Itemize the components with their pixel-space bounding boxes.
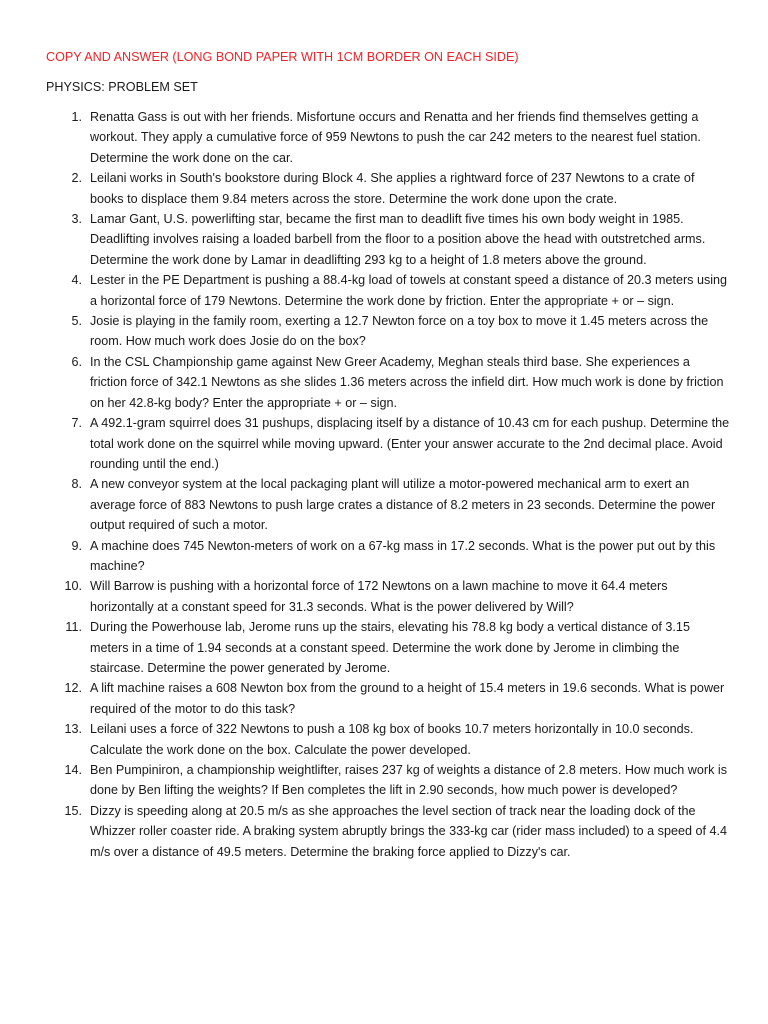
problem-number: 3. <box>71 212 82 227</box>
problem-number: 6. <box>71 354 82 369</box>
problem-item <box>0 617 730 678</box>
problem-number: 8. <box>71 477 82 492</box>
problem-text: During the Powerhouse lab, Jerome runs up the stairs, elevating his 78.8 kg body a vertical distance of 3.15 meters in a time of 1.94 seconds at a constant speed. Determine the work done by Jerome in climbing the staircase. Determine the power generated by Jerome. <box>90 620 690 675</box>
problem-number: 5. <box>71 314 82 329</box>
problem-item <box>0 474 730 535</box>
problem-text: Leilani works in South's bookstore during Block 4. She applies a rightward force of 237 Newtons to a crate of books to displace them 9.84 meters across the store. Determine the work done upon the crate. <box>90 171 695 206</box>
problem-text: Will Barrow is pushing with a horizontal force of 172 Newtons on a lawn machine to move it 64.4 meters horizontally at a constant speed for 31.3 seconds. What is the power delivered by Will? <box>90 579 668 614</box>
problem-text: Lamar Gant, U.S. powerlifting star, became the first man to deadlift five times his own body weight in 1985. Deadlifting involves raising a loaded barbell from the floor to a position above the head with outstretched arms. Determine the work done by Lamar in deadlifting 293 kg to a height of 1.8 meters above the ground. <box>90 212 706 267</box>
problem-item <box>0 168 730 209</box>
problem-number: 12. <box>64 681 82 696</box>
header-note: COPY AND ANSWER (LONG BOND PAPER WITH 1CM BORDER ON EACH SIDE) <box>46 50 519 64</box>
problem-number: 7. <box>71 416 82 431</box>
problem-item <box>0 270 730 311</box>
problem-item <box>0 107 730 168</box>
problem-item <box>0 576 730 617</box>
problem-item <box>0 719 730 760</box>
problem-number: 11. <box>65 620 82 635</box>
problem-text: A lift machine raises a 608 Newton box from the ground to a height of 15.4 meters in 19.6 seconds. What is power required of the motor to do this task? <box>90 681 725 716</box>
problem-text: A new conveyor system at the local packaging plant will utilize a motor-powered mechanical arm to exert an average force of 883 Newtons to push large crates a distance of 8.2 meters in 23 seconds. Determine the power output required of such a motor. <box>90 477 716 533</box>
problem-number: 4. <box>71 273 82 288</box>
problem-item <box>0 760 730 801</box>
problem-list <box>0 107 768 862</box>
set-title: PHYSICS: PROBLEM SET <box>46 80 198 94</box>
problem-item <box>0 413 730 474</box>
problem-number: 9. <box>71 538 82 553</box>
problem-text: Leilani uses a force of 322 Newtons to push a 108 kg box of books 10.7 meters horizontally in 10.0 seconds. Calculate the work done on the box. Calculate the power developed. <box>90 722 694 757</box>
problem-number: 10. <box>64 579 82 594</box>
problem-text: Ben Pumpiniron, a championship weightlifter, raises 237 kg of weights a distance of 2.8 meters. How much work is done by Ben lifting the weights? If Ben completes the lift in 2.90 seconds, how much power is developed? <box>90 763 727 798</box>
problem-text: A 492.1-gram squirrel does 31 pushups, displacing itself by a distance of 10.43 cm for each pushup. Determine the total work done on the squirrel while moving upward. (Enter your answer accurate to the 2nd decimal place. Avoid rounding until the end.) <box>90 416 730 471</box>
problem-number: 15. <box>64 803 82 818</box>
problem-number: 2. <box>71 171 82 186</box>
problem-text: A machine does 745 Newton-meters of work on a 67-kg mass in 17.2 seconds. What is the power put out by this machine? <box>90 538 716 573</box>
problem-number: 1. <box>71 110 82 124</box>
problem-item <box>0 311 730 352</box>
problem-item <box>0 209 730 270</box>
problem-text: Renatta Gass is out with her friends. Misfortune occurs and Renatta and her friends find themselves getting a workout. They apply a cumulative force of 959 Newtons to push the car 242 meters to the nearest fuel station. Determine the work done on the car. <box>90 110 701 165</box>
problem-number: 13. <box>64 722 82 737</box>
problem-text: Josie is playing in the family room, exerting a 12.7 Newton force on a toy box to move it 1.45 meters across the room. How much work does Josie do on the box? <box>90 314 709 349</box>
problem-number: 14. <box>64 763 82 777</box>
problem-item <box>0 801 730 862</box>
problem-item <box>0 352 730 413</box>
problem-text: In the CSL Championship game against New Greer Academy, Meghan steals third base. She experiences a friction force of 342.1 Newtons as she slides 1.36 meters across the infield dirt. How much work is done by friction on her 42.8-kg body? Enter the appropriate + or – sign. <box>90 354 724 410</box>
problem-text: Lester in the PE Department is pushing a 88.4-kg load of towels at constant speed a distance of 20.3 meters using a horizontal force of 179 Newtons. Determine the work done by friction. Enter the appropriate + or – sign. <box>90 273 728 308</box>
problem-item <box>0 678 730 719</box>
problem-item <box>0 536 730 577</box>
problem-text: Dizzy is speeding along at 20.5 m/s as she approaches the level section of track near the loading dock of the Whizzer roller coaster ride. A braking system abruptly brings the 333-kg car (rider mass included) to a speed of 4.4 m/s over a distance of 49.5 meters. Determine the braking force applied to Dizzy's car. <box>90 803 727 859</box>
